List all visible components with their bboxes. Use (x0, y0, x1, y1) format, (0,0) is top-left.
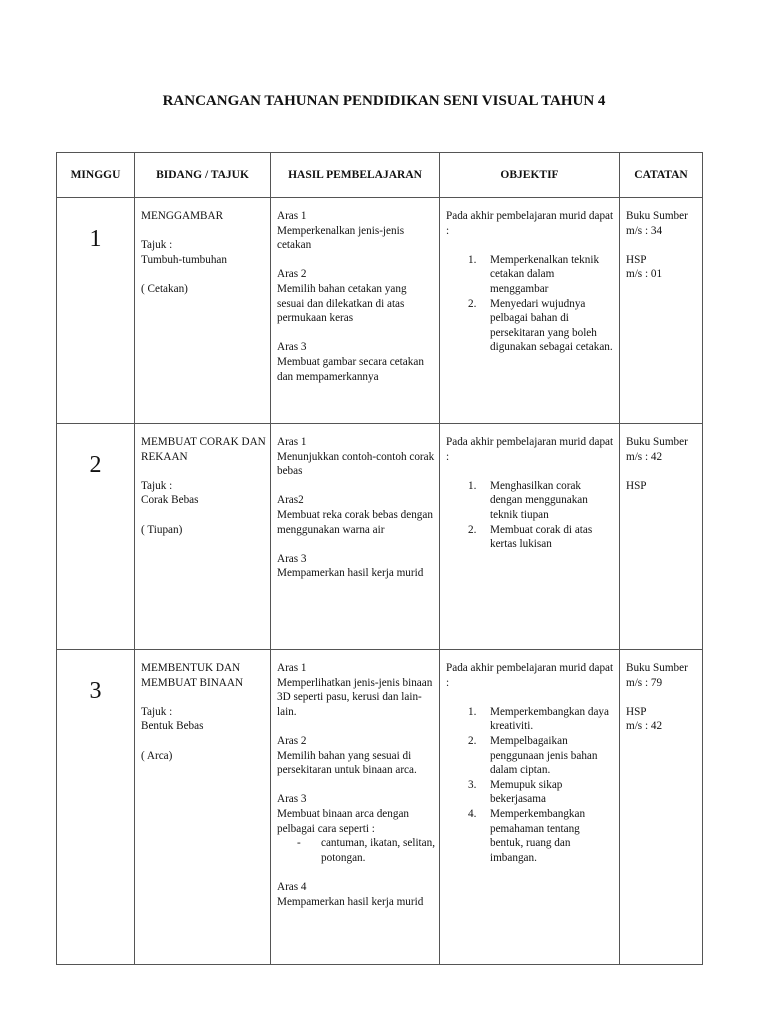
page-title: RANCANGAN TAHUNAN PENDIDIKAN SENI VISUAL TAHUN 4 (162, 93, 606, 109)
bidang-line: Tumbuh-tumbuhan (141, 253, 227, 266)
objektif-cell (440, 650, 620, 965)
objektif-list (446, 705, 615, 866)
hasil-lines (277, 661, 435, 836)
table-row (57, 198, 703, 424)
objektif-item-text: Mempelbagaikan penggunaan jenis bahan dalam ciptan. (490, 734, 598, 777)
catatan-line: Buku Sumber (626, 436, 688, 448)
bidang-line: Tajuk : (141, 705, 173, 718)
annual-plan-table (56, 152, 703, 965)
hasil-line (277, 326, 435, 341)
objektif-item (446, 807, 615, 865)
hasil-line: Aras 2 (277, 268, 307, 281)
objektif-item (446, 253, 615, 297)
objektif-cell (440, 424, 620, 650)
hasil-line: Memilih bahan cetakan yang sesuai dan dilekatkan di atas permukaan keras (277, 282, 407, 325)
objektif-intro: Pada akhir pembelajaran murid dapat : (446, 662, 614, 689)
list-number: 1. (468, 253, 477, 266)
header-bidang-tajuk: BIDANG / TAJUK (135, 153, 271, 198)
hasil-line: Aras 3 (277, 552, 307, 565)
objektif-list (446, 253, 615, 355)
hasil-line: Aras 3 (277, 341, 307, 354)
hasil-line: Aras 2 (277, 734, 307, 747)
objektif-item (446, 523, 615, 552)
bidang-line (141, 464, 266, 479)
week-number: 2 (57, 424, 135, 650)
bidang-line (141, 734, 266, 749)
hasil-lines-after (277, 865, 435, 909)
list-number: 1. (468, 479, 477, 492)
catatan-line: HSP (626, 253, 647, 266)
hasil-line (277, 479, 435, 494)
bidang-line: Tajuk : (141, 239, 173, 252)
objektif-item-text: Memperkembangkan daya kreativiti. (490, 705, 609, 733)
bidang-line (141, 690, 266, 705)
week-number: 3 (57, 650, 135, 965)
objektif-item-text: Menyedari wujudnya pelbagai bahan di persekitaran yang boleh digunakan sebagai cetakan. (490, 297, 613, 354)
hasil-line (277, 719, 435, 734)
catatan-line (626, 238, 698, 253)
list-number: 2. (468, 734, 477, 747)
dash-item (277, 836, 435, 865)
header-objektif: OBJEKTIF (440, 153, 620, 198)
hasil-line (277, 778, 435, 793)
hasil-line: Memperkenalkan jenis-jenis cetakan (277, 224, 405, 252)
bidang-cell (135, 198, 271, 424)
hasil-line: Memperlihatkan jenis-jenis binaan 3D seperti pasu, kerusi dan lain-lain. (277, 676, 433, 718)
catatan-line: m/s : 34 (626, 224, 663, 237)
hasil-line: Mempamerkan hasil kerja murid (277, 567, 424, 580)
hasil-line: Aras 1 (277, 210, 307, 222)
hasil-line (277, 537, 435, 552)
catatan-line (626, 464, 698, 479)
catatan-line: Buku Sumber (626, 210, 688, 222)
bidang-line (141, 224, 266, 239)
catatan-line: m/s : 01 (626, 268, 663, 281)
hasil_after-line (277, 865, 435, 880)
list-number: 2. (468, 523, 477, 536)
list-number: 4. (468, 807, 477, 820)
table-row (57, 424, 703, 650)
hasil-line: Membuat gambar secara cetakan dan mempamerkannya (277, 355, 424, 383)
week-number: 1 (57, 198, 135, 424)
list-number: 2. (468, 297, 477, 310)
objektif-item (446, 479, 615, 523)
list-number: 1. (468, 705, 477, 718)
bidang-cell (135, 650, 271, 965)
bidang-line (141, 267, 266, 282)
hasil-line: Menunjukkan contoh-contoh corak bebas (277, 450, 435, 478)
objektif-item-text: Membuat corak di atas kertas lukisan (490, 523, 593, 551)
hasil-cell (271, 198, 440, 424)
bidang-line: MENGGAMBAR (141, 210, 224, 222)
bidang-line: Tajuk : (141, 479, 173, 492)
catatan-cell (620, 198, 703, 424)
hasil-line: Membuat binaan arca dengan pelbagai cara seperti : (277, 807, 410, 835)
bidang-line: MEMBUAT CORAK DAN REKAAN (141, 436, 266, 463)
hasil-line: Aras 3 (277, 793, 307, 806)
table-row (57, 650, 703, 965)
catatan-line: m/s : 42 (626, 720, 663, 733)
bidang-line: ( Cetakan) (141, 282, 188, 295)
hasil-line: Aras 1 (277, 662, 307, 674)
objektif-intro: Pada akhir pembelajaran murid dapat : (446, 436, 614, 463)
hasil-cell (271, 424, 440, 650)
hasil-line: Membuat reka corak bebas dengan menggunakan warna air (277, 508, 433, 536)
hasil_after-line: Mempamerkan hasil kerja murid (277, 895, 424, 908)
bidang-line (141, 508, 266, 523)
objektif-item-text: Memperkembangkan pemahaman tentang bentuk, ruang dan imbangan. (490, 807, 586, 864)
dash-item-text: cantuman, ikatan, selitan, potongan. (321, 837, 436, 864)
objektif-item (446, 778, 615, 807)
catatan-line (626, 690, 698, 705)
objektif-item (446, 734, 615, 778)
bidang-line: Bentuk Bebas (141, 720, 204, 733)
objektif-list (446, 479, 615, 552)
objektif-cell (440, 198, 620, 424)
bidang-line: MEMBENTUK DAN MEMBUAT BINAAN (141, 662, 244, 689)
catatan-line: m/s : 79 (626, 676, 663, 689)
catatan-line: HSP (626, 479, 647, 492)
catatan-line: m/s : 42 (626, 450, 663, 463)
hasil-line: Memilih bahan yang sesuai di persekitaran untuk binaan arca. (277, 749, 417, 777)
table-header-row (57, 153, 703, 198)
objektif-item-text: Memupuk sikap bekerjasama (490, 778, 563, 806)
dash-marker: - (297, 837, 301, 850)
objektif-item-text: Memperkenalkan teknik cetakan dalam menggambar (490, 253, 600, 295)
objektif-item (446, 705, 615, 734)
hasil_after-line: Aras 4 (277, 880, 307, 893)
catatan-cell (620, 424, 703, 650)
objektif-intro: Pada akhir pembelajaran murid dapat : (446, 210, 614, 237)
bidang-cell (135, 424, 271, 650)
bidang-line: Corak Bebas (141, 494, 199, 507)
header-catatan: CATATAN (620, 153, 703, 198)
hasil-line: Aras 1 (277, 436, 307, 448)
catatan-line: HSP (626, 705, 647, 718)
hasil-dash-list (277, 836, 435, 865)
list-number: 3. (468, 778, 477, 791)
hasil-line: Aras2 (277, 494, 304, 507)
objektif-item (446, 297, 615, 355)
catatan-cell (620, 650, 703, 965)
hasil-cell (271, 650, 440, 965)
catatan-line: Buku Sumber (626, 662, 688, 674)
hasil-line (277, 253, 435, 268)
header-hasil-pembelajaran: HASIL PEMBELAJARAN (271, 153, 440, 198)
objektif-item-text: Menghasilkan corak dengan menggunakan teknik tiupan (490, 479, 588, 521)
bidang-line: ( Arca) (141, 749, 173, 762)
bidang-line: ( Tiupan) (141, 523, 183, 536)
header-minggu: MINGGU (57, 153, 135, 198)
